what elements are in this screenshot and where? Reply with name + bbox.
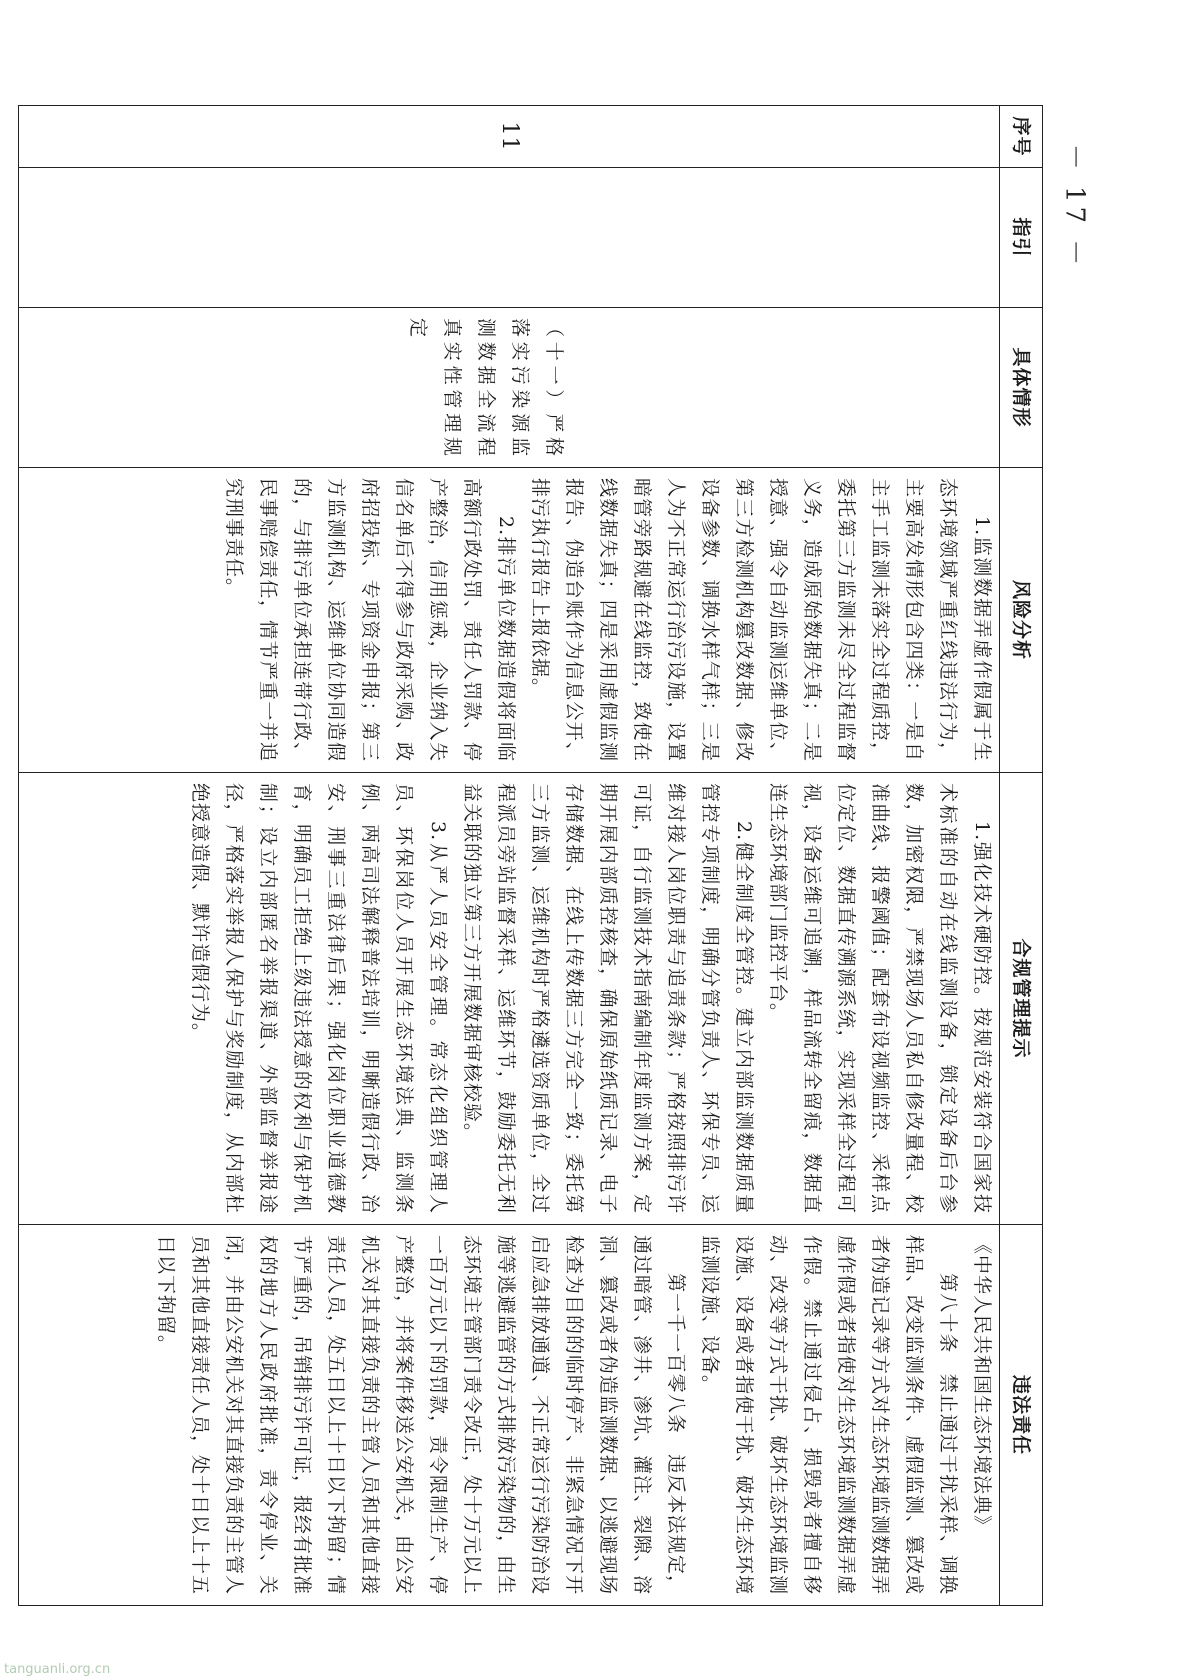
page-number: － 17 － bbox=[1059, 143, 1090, 270]
header-guide: 指引 bbox=[1000, 168, 1043, 308]
rotated-page bbox=[18, 105, 1043, 1605]
cell-situation bbox=[19, 308, 1000, 468]
header-risk: 风险分析 bbox=[1000, 468, 1043, 773]
situation-text: （十一）严格落实污染源监测数据全流程真实性管理规定 bbox=[407, 318, 565, 457]
law-title: 《中华人民共和国生态环境法典》 bbox=[971, 1235, 993, 1536]
cell-seq: 11 bbox=[19, 106, 1000, 168]
risk-paragraph-1: 1.监测数据弄虚作假属于生态环境领域严重红线违法行为，主要高发情形包含四类：一是自主手工监测未落实全过程质控，委托第三方监测未尽全过程监督义务，造成原始数据失真；二是授意、强令自动监测运维单位、第三方检测机构篡改数据、修改设备参数、调换水样气样；三是人为不正常运行治污设施，设置暗管旁路规避在线监控，致使在线数据失真；四是采用虚假监测报告、伪造台账作为信息公开、排污执行报告上报依据。 bbox=[529, 478, 993, 762]
table-header-row bbox=[1000, 106, 1043, 1606]
compliance-paragraph-3: 3.从严人员安全管理。常态化组织管理人员、环保岗位人员开展生态环境法典、监测条例、两高司法解释普法培训，明晰造假行政、治安、刑事三重法律后果；强化岗位职业道德教育，明确员工拒绝上级违法授意的权利与保护机制；设立内部匿名举报渠道、外部监督举报途径，严格落实举报人保护与奖励制度，从内部杜绝授意造假、默许造假行为。 bbox=[189, 783, 449, 1214]
header-seq: 序号 bbox=[1000, 106, 1043, 168]
liability-paragraph-1: 第八十条 禁止通过干扰采样、调换样品、改变监测条件、虚假监测、篡改或者伪造记录等方式对生态环境监测数据弄虚作假或者指使对生态环境监测数据弄虚作假。禁止通过侵占、损毁或者擅自移动、改变等方式干扰、破坏生态环境监测设施、设备或者指使干扰、破坏生态环境监测设施、设备。 bbox=[699, 1235, 959, 1596]
header-liability: 违法责任 bbox=[1000, 1225, 1043, 1606]
watermark-text: tanguanli.org.cn bbox=[4, 1662, 111, 1677]
risk-paragraph-2: 2.排污单位数据造假将面临高额行政处罚、责任人罚款、停产整治，信用惩戒，企业纳入失信名单后不得参与政府采购、政府招投标、专项资金申报；第三方监测机构、运维单位协同造假的，与排污单位承担连带行政、民事赔偿责任，情节严重一并追究刑事责任。 bbox=[223, 478, 517, 762]
compliance-paragraph-2: 2.健全制度全管控。建立内部监测数据质量管控专项制度，明确分管负责人、环保专员、运维对接人岗位职责与追责条款；严格按照排污许可证，自行监测技术指南编制年度监测方案，定期开展内部质控核查，确保原始纸质记录、电子存储数据、在线上传数据三方完全一致；委托第三方监测、运维机构时严格遴选资质单位，全过程派员旁站监督采样、运维环节，鼓励委托无利益关联的独立第三方开展数据审核校验。 bbox=[461, 783, 755, 1214]
cell-risk bbox=[19, 468, 1000, 773]
compliance-table bbox=[18, 105, 1043, 1606]
liability-paragraph-2: 第一千一百零八条 违反本法规定，通过暗管、渗井、渗坑、灌注、裂隙、溶洞、篡改或者伪造监测数据、以逃避现场检查为目的的临时停产、非紧急情况下开启应急排放通道、不正常运行污染防治设施等逃避监管的方式排放污染物的，由生态环境主管部门责令改正，处十万元以上一百万元以下的罚款，责令限制生产、停产整治，并将案件移送公安机关，由公安机关对其直接负责的主管人员和其他直接责任人员，处五日以上十日以下拘留；情节严重的，吊销排污许可证，报经有批准权的地方人民政府批准，责令停业、关闭，并由公安机关对其直接负责的主管人员和其他直接责任人员，处十日以上十五日以下拘留。 bbox=[155, 1235, 687, 1596]
cell-guide bbox=[19, 168, 1000, 308]
header-situation: 具体情形 bbox=[1000, 308, 1043, 468]
compliance-paragraph-1: 1.强化技术硬防控。按规范安装符合国家技术标准的自动在线监测设备，锁定设备后台参数，加密权限，严禁现场人员私自修改量程、校准曲线、报警阈值；配套布设视频监控、采样点位定位、数据直传溯源系统，实现采样全过程可视，设备运维可追溯，样品流转全留痕，数据直连生态环境部门监控平台。 bbox=[767, 783, 993, 1214]
table-row bbox=[19, 106, 1000, 1606]
cell-liability bbox=[19, 1225, 1000, 1606]
header-compliance: 合规管理提示 bbox=[1000, 773, 1043, 1225]
cell-compliance bbox=[19, 773, 1000, 1225]
